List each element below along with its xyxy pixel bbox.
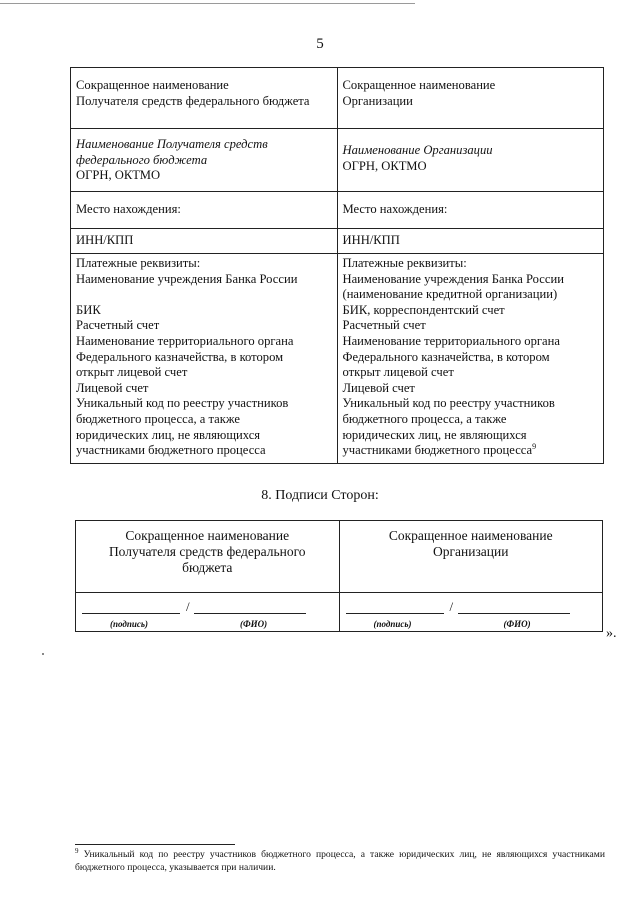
cell-line: Получателя средств федерального бюджета: [76, 93, 310, 108]
name-caption: (ФИО): [503, 619, 531, 629]
organization-location-cell: Место нахождения:: [337, 192, 604, 229]
recipient-location-cell: Место нахождения:: [71, 192, 338, 229]
table-row: [76, 521, 603, 593]
signature-line: [346, 613, 444, 614]
closing-quote: ».: [606, 626, 617, 641]
table-row: [71, 68, 604, 129]
cell-line: бюджетного процесса, а также: [342, 411, 507, 426]
cell-line: Уникальный код по реестру участников: [342, 396, 555, 411]
cell-line-italic: Наименование Организации: [342, 143, 493, 157]
signature-block: [346, 599, 597, 629]
cell-line: Расчетный счет: [76, 318, 160, 333]
cell-line: Наименование учреждения Банка России: [76, 271, 298, 286]
footnote-rule: [75, 844, 235, 845]
cell-line: Организации: [342, 93, 413, 108]
signatures-heading: 8. Подписи Сторон:: [261, 488, 379, 503]
cell-line: участниками бюджетного процесса: [76, 443, 266, 458]
signature-recipient-name-cell: [76, 521, 340, 593]
recipient-full-name-cell: [71, 129, 338, 192]
cell-line: юридических лиц, не являющихся: [76, 427, 261, 442]
name-caption: (ФИО): [240, 619, 268, 629]
signature-slash: /: [186, 599, 190, 614]
page-number: 5: [316, 36, 324, 52]
cell-line: Получателя средств федерального: [108, 544, 306, 559]
recipient-short-name-cell: [71, 68, 338, 129]
table-row: [71, 129, 604, 192]
organization-signature-cell: [339, 593, 603, 632]
recipient-signature-cell: [76, 593, 340, 632]
organization-payment-details-cell: [337, 254, 604, 464]
cell-line: Лицевой счет: [342, 380, 415, 395]
signature-caption: (подпись): [373, 619, 412, 629]
cell-line: Расчетный счет: [342, 318, 426, 333]
cell-line: Наименование учреждения Банка России: [342, 271, 564, 286]
organization-full-name-cell: [337, 129, 604, 192]
cell-line: БИК: [76, 302, 101, 317]
signature-slash: /: [449, 599, 454, 614]
cell-line: Лицевой счет: [76, 380, 149, 395]
signature-organization-name-cell: [339, 521, 603, 593]
cell-line: (наименование кредитной организации): [342, 287, 558, 302]
cell-line: Наименование территориального органа: [76, 333, 294, 348]
cell-line-italic: Наименование Получателя средств: [76, 137, 268, 151]
cell-line: ОГРН, ОКТМО: [342, 158, 427, 173]
cell-line: бюджета: [182, 560, 233, 575]
cell-line: Уникальный код по реестру участников: [76, 396, 289, 411]
cell-line: Платежные реквизиты:: [342, 256, 467, 270]
cell-line: Организации: [433, 544, 509, 559]
footnote-number: 9: [75, 846, 79, 855]
cell-line-text: участниками бюджетного процесса: [342, 443, 533, 458]
scan-speck: [42, 653, 44, 655]
name-line: [194, 613, 306, 614]
table-row: [71, 192, 604, 229]
cell-line: ОГРН, ОКТМО: [76, 168, 161, 183]
footnote-text: Уникальный код по реестру участников бюджетного процесса, а также юридических лиц, не являющихся участниками бюджетного процесса, указывается при наличии.: [75, 849, 605, 873]
table-row: [71, 254, 604, 464]
footnote: [75, 848, 605, 874]
cell-line: Платежные реквизиты:: [76, 256, 201, 270]
cell-line: открыт лицевой счет: [342, 365, 454, 380]
cell-line: юридических лиц, не являющихся: [342, 427, 527, 442]
cell-line: Сокращенное наименование: [125, 528, 290, 543]
recipient-payment-details-cell: [71, 254, 338, 464]
signature-block: [82, 599, 333, 629]
cell-line: Федерального казначейства, в котором: [342, 349, 550, 364]
organization-inn-kpp-cell: ИНН/КПП: [337, 229, 604, 254]
cell-line: открыт лицевой счет: [76, 365, 188, 380]
name-line: [458, 613, 570, 614]
top-rule: [0, 3, 415, 4]
cell-line: бюджетного процесса, а также: [76, 411, 240, 426]
table-row: [71, 229, 604, 254]
signatures-table: [75, 520, 603, 632]
cell-line: Сокращенное наименование: [388, 528, 553, 543]
cell-line: Наименование территориального органа: [342, 333, 560, 348]
signature-caption: (подпись): [110, 619, 148, 629]
cell-line: Федерального казначейства, в котором: [76, 349, 284, 364]
cell-line: БИК, корреспондентский счет: [342, 302, 505, 317]
cell-line: [343, 443, 599, 459]
cell-line-italic: федерального бюджета: [76, 152, 208, 167]
signature-line: [82, 613, 180, 614]
table-row: [76, 593, 603, 632]
cell-line: Сокращенное наименование: [342, 78, 496, 92]
cell-gap: [76, 287, 332, 303]
organization-short-name-cell: [337, 68, 604, 129]
cell-line: Сокращенное наименование: [76, 78, 229, 92]
footnote-mark: 9: [532, 441, 537, 451]
details-table: [70, 67, 604, 464]
recipient-inn-kpp-cell: ИНН/КПП: [71, 229, 338, 254]
